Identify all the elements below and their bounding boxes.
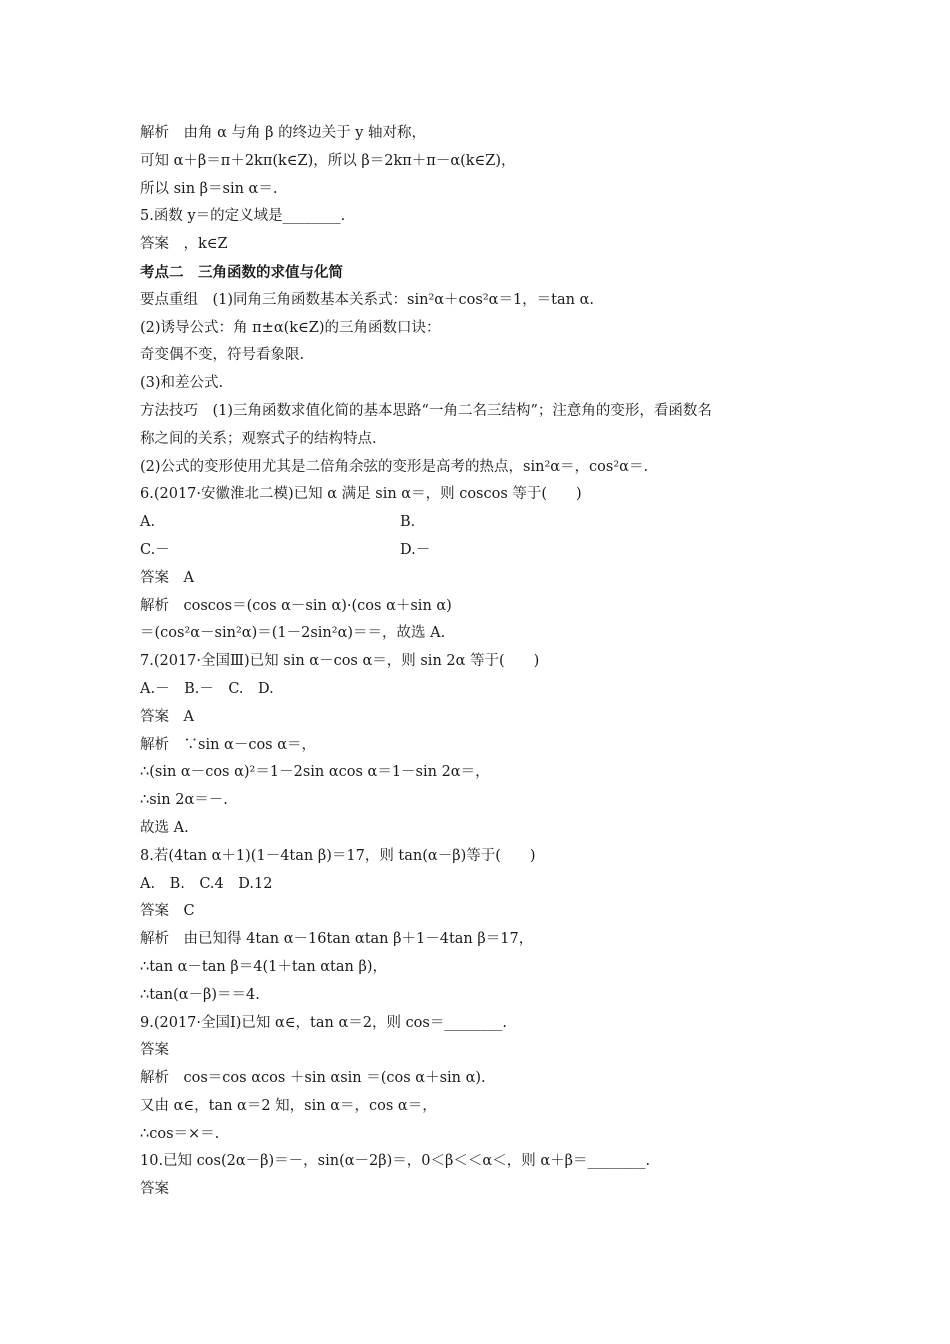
- text-line: 答案: [140, 1181, 169, 1198]
- text-line: 答案: [140, 1042, 169, 1059]
- text-line: ∴cos＝×＝.: [140, 1125, 220, 1142]
- text-line: 又由 α∈，tan α＝2 知，sin α＝，cos α＝，: [140, 1097, 437, 1114]
- text-line: ＝(cos²α－sin²α)＝(1－2sin²α)＝＝，故选 A.: [140, 625, 446, 642]
- text-line: 解析 coscos＝(cos α－sin α)·(cos α＋sin α): [140, 597, 452, 614]
- text-line: 6.(2017·安徽淮北二模)已知 α 满足 sin α＝，则 coscos 等于( ): [140, 486, 582, 503]
- text-line: 答案 ，k∈Z: [140, 236, 228, 253]
- text-line: A.－ B.－ C. D.: [140, 680, 274, 697]
- text-line: 解析 由已知得 4tan α－16tan αtan β＋1－4tan β＝17，: [140, 931, 534, 948]
- answer-option: D.－: [400, 541, 431, 558]
- text-line: 方法技巧 (1)三角函数求值化简的基本思路“一角二名三结构”；注意角的变形，看函数名: [140, 402, 712, 419]
- text-line: 答案 C: [140, 903, 195, 920]
- text-line: ∴tan(α－β)＝＝4.: [140, 986, 260, 1003]
- text-line: 解析 ∵sin α－cos α＝，: [140, 736, 317, 753]
- text-line: ∴sin 2α＝－.: [140, 792, 228, 809]
- answer-option: A.: [140, 514, 156, 531]
- text-line: 9.(2017·全国Ⅰ)已知 α∈，tan α＝2，则 cos＝________.: [140, 1014, 507, 1031]
- text-line: 称之间的关系；观察式子的结构特点.: [140, 430, 377, 447]
- text-line: 8.若(4tan α＋1)(1－4tan β)＝17，则 tan(α－β)等于( ): [140, 847, 536, 864]
- option-row: [140, 509, 830, 537]
- text-line: ∴(sin α－cos α)²＝1－2sin αcos α＝1－sin 2α＝，: [140, 764, 490, 781]
- text-line: ∴tan α－tan β＝4(1＋tan αtan β)，: [140, 958, 388, 975]
- text-line: 解析 cos＝cos αcos ＋sin αsin ＝(cos α＋sin α).: [140, 1070, 486, 1087]
- text-line: 故选 A.: [140, 819, 189, 836]
- text-line: 10.已知 cos(2α－β)＝－，sin(α－2β)＝，0＜β＜＜α＜，则 α＋β＝________.: [140, 1153, 651, 1170]
- answer-option: C.－: [140, 541, 170, 558]
- answer-option: B.: [400, 514, 416, 531]
- option-row: [140, 537, 830, 565]
- text-line: (2)诱导公式：角 π±α(k∈Z)的三角函数口诀：: [140, 319, 441, 336]
- text-line: 5.函数 y＝的定义域是________.: [140, 208, 346, 225]
- text-line: 所以 sin β＝sin α＝.: [140, 180, 278, 197]
- section-heading: 考点二 三角函数的求值与化简: [140, 263, 343, 281]
- text-line: A. B. C.4 D.12: [140, 875, 273, 892]
- text-line: (3)和差公式.: [140, 375, 224, 392]
- text-line: 7.(2017·全国Ⅲ)已知 sin α－cos α＝，则 sin 2α 等于( ): [140, 653, 540, 670]
- text-line: 解析 由角 α 与角 β 的终边关于 y 轴对称，: [140, 125, 427, 141]
- text-line: 要点重组 (1)同角三角函数基本关系式：sin²α＋cos²α＝1，＝tan α.: [140, 291, 595, 308]
- text-line: 奇变偶不变，符号看象限.: [140, 347, 305, 364]
- document-body: [140, 120, 830, 1204]
- text-line: 可知 α＋β＝π＋2kπ(k∈Z)，所以 β＝2kπ＋π－α(k∈Z)，: [140, 152, 516, 169]
- text-line: (2)公式的变形使用尤其是二倍角余弦的变形是高考的热点，sin²α＝，cos²α＝.: [140, 458, 649, 475]
- text-line: 答案 A: [140, 569, 194, 586]
- text-line: 答案 A: [140, 708, 194, 725]
